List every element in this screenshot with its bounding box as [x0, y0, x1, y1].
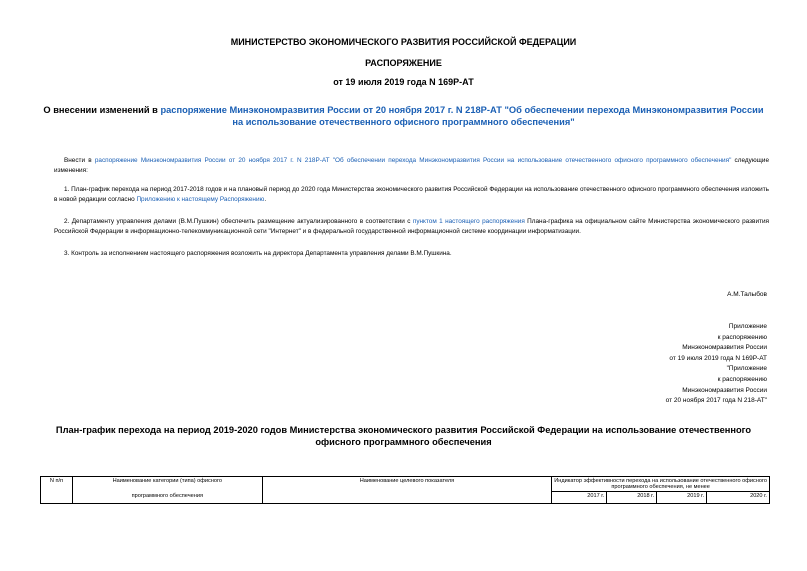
appendix-line: "Приложение — [726, 365, 767, 373]
item-1-link[interactable]: Приложению к настоящему Распоряжению — [136, 195, 265, 203]
intro-suffix: следующие изменения: — [54, 157, 769, 174]
header-category: Наименование категории (типа) офисного — [72, 477, 262, 492]
document-date: от 19 июля 2019 года N 169Р-АТ — [333, 77, 474, 87]
item-2-paragraph — [54, 217, 769, 236]
item-3-text: 3. Контроль за исполнением настоящего распоряжения возложить на директора Департамента управления делами В.М.Пушкина. — [64, 250, 452, 257]
ministry-heading: МИНИСТЕРСТВО ЭКОНОМИЧЕСКОГО РАЗВИТИЯ РОССИЙСКОЙ ФЕДЕРАЦИИ — [230, 37, 577, 47]
document-type: РАСПОРЯЖЕНИЕ — [365, 58, 442, 68]
table-header-row — [41, 477, 770, 492]
appendix-line: Приложение — [728, 323, 767, 330]
item-2-text: 2. Департаменту управления делами (В.М.Пушкин) обеспечить размещение актуализированного в соответствии с — [64, 218, 413, 225]
header-year: 2020 г. — [707, 492, 770, 504]
intro-paragraph — [54, 156, 769, 175]
appendix-line: Минэкономразвития России — [682, 344, 767, 352]
header-year: 2018 г. — [607, 492, 657, 504]
item-2-link[interactable]: пунктом 1 настоящего распоряжения — [412, 218, 525, 225]
appendix-line: от 19 июля 2019 года N 169Р-АТ — [669, 354, 767, 362]
signature: А.М.Талыбов — [727, 291, 767, 298]
title-link[interactable]: распоряжение Минэкономразвития России от 20 ноября 2017 г. N 218Р-АТ "Об обеспечении перехода Минэкономразвития России на использование отечественного офисного программного обеспечения" — [160, 105, 764, 127]
item-1-paragraph — [54, 185, 769, 204]
appendix-block — [567, 322, 767, 407]
header-year: 2017 г. — [552, 492, 607, 504]
appendix-line: Минэкономразвития России — [682, 386, 767, 394]
header-year: 2019 г. — [657, 492, 707, 504]
intro-prefix: Внести в — [64, 157, 95, 164]
document-title — [40, 104, 767, 128]
item-2-suffix: Плана-графика на официальном сайте Министерства экономического развития Российской Федерации в информационно-телекоммуникационной сети "Интернет" и в федеральной государственной информационной системе координации информатизации. — [54, 218, 769, 235]
plan-table — [40, 476, 770, 504]
item-1-suffix: . — [264, 195, 267, 203]
appendix-line: к распоряжению — [717, 333, 767, 341]
title-prefix: О внесении изменений в — [43, 105, 161, 115]
intro-link[interactable]: распоряжение Минэкономразвития России от 20 ноября 2017 г. N 218Р-АТ "Об обеспечении перехода Минэкономразвития России на использование отечественного офисного программного обеспечения" — [94, 157, 732, 164]
header-category-cont: программного обеспечения — [72, 492, 262, 504]
item-1-text: 1. План-график перехода на период 2017-2018 годов и на плановый период до 2020 года Министерства экономического развития Российской Федерации на использование отечественного офисного программного обеспечения изложить в новой редакции согласно — [54, 186, 769, 203]
plan-title: План-график перехода на период 2019-2020 годов Министерства экономического развития Российской Федерации на использование отечественного офисного программного обеспечения — [55, 425, 752, 447]
appendix-line: к распоряжению — [717, 375, 767, 383]
header-num: N п/п — [41, 477, 73, 504]
header-indicator: Наименование целевого показателя — [262, 477, 552, 504]
appendix-line: от 20 ноября 2017 года N 218-АТ" — [665, 397, 767, 405]
item-3-paragraph — [54, 249, 769, 259]
header-kpi: Индикатор эффективности перехода на использование отечественного офисного программного обеспечения, не менее — [552, 477, 770, 492]
